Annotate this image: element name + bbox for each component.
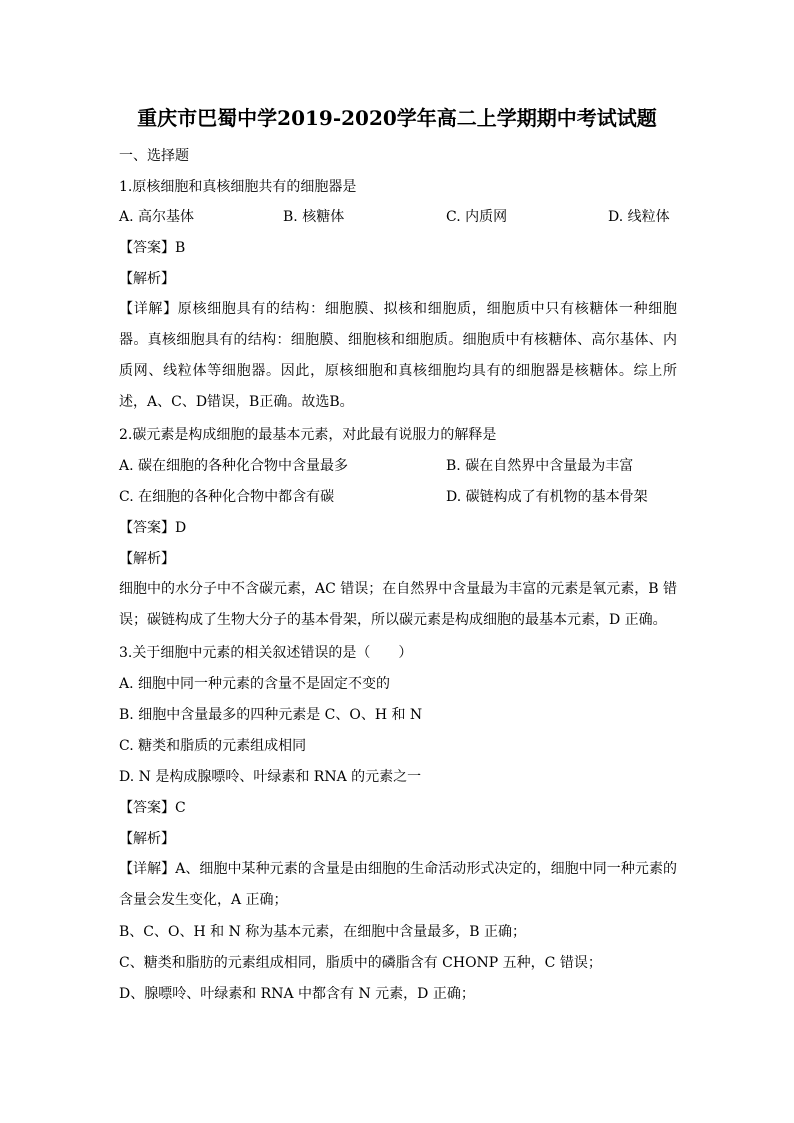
question-1-option-a: A. 高尔基体 — [119, 209, 195, 225]
question-3-analysis-line-4: D、腺嘌呤、叶绿素和 RNA 中都含有 N 元素，D 正确； — [119, 986, 475, 1002]
question-3-analysis-line-2: B、C、O、H 和 N 称为基本元素，在细胞中含量最多，B 正确； — [119, 924, 527, 940]
question-3-option-c: C. 糖类和脂质的元素组成相同 — [119, 738, 307, 754]
question-2-analysis: 细胞中的水分子中不含碳元素，AC 错误；在自然界中含量最为丰富的元素是氧元素，B 错误；碳链构成了生物大分子的基本骨架，所以碳元素是构成细胞的最基本元素，D 正确。 — [119, 581, 678, 628]
question-3-analysis-line-1: 【详解】A、细胞中某种元素的含量是由细胞的生命活动形式决定的，细胞中同一种元素的含量会发生变化，A 正确； — [119, 861, 677, 908]
question-3-analysis-line-3: C、糖类和脂肪的元素组成相同，脂质中的磷脂含有 CHONP 五种，C 错误； — [119, 955, 602, 971]
question-1-analysis-label: 【解析】 — [119, 271, 175, 287]
section-heading: 一、选择题 — [119, 148, 189, 164]
question-1-stem: 1.原核细胞和真核细胞共有的细胞器是 — [119, 179, 357, 195]
question-2-answer: 【答案】D — [119, 520, 187, 536]
question-1-option-c: C. 内质网 — [446, 209, 508, 225]
question-3-option-d: D. N 是构成腺嘌呤、叶绿素和 RNA 的元素之一 — [119, 769, 422, 785]
question-3-stem: 3.关于细胞中元素的相关叙述错误的是（ ） — [119, 645, 413, 661]
question-1-option-d: D. 线粒体 — [608, 209, 670, 225]
question-2-stem: 2.碳元素是构成细胞的最基本元素，对此最有说服力的解释是 — [119, 427, 497, 443]
question-2-option-b: B. 碳在自然界中含量最为丰富 — [446, 458, 634, 474]
question-3-analysis-label: 【解析】 — [119, 831, 175, 847]
question-2-option-a: A. 碳在细胞的各种化合物中含量最多 — [119, 458, 349, 474]
question-2-option-c: C. 在细胞的各种化合物中都含有碳 — [119, 489, 335, 505]
question-3-option-b: B. 细胞中含量最多的四种元素是 C、O、H 和 N — [119, 707, 423, 723]
question-1-analysis: 【详解】原核细胞具有的结构：细胞膜、拟核和细胞质，细胞质中只有核糖体一种细胞器。真核细胞具有的结构：细胞膜、细胞核和细胞质。细胞质中有核糖体、高尔基体、内质网、线粒体等细胞器。因此，原核细胞和真核细胞均具有的细胞器是核糖体。综上所述，A、C、D错误，B正确。故选B。 — [119, 301, 677, 410]
question-1-answer: 【答案】B — [119, 240, 186, 256]
question-2-option-d: D. 碳链构成了有机物的基本骨架 — [446, 489, 648, 505]
question-3-option-a: A. 细胞中同一种元素的含量不是固定不变的 — [119, 676, 391, 692]
page-title: 重庆市巴蜀中学2019-2020学年高二上学期期中考试试题 — [137, 106, 657, 130]
question-1-option-b: B. 核糖体 — [283, 209, 345, 225]
question-3-answer: 【答案】C — [119, 800, 186, 816]
question-2-analysis-label: 【解析】 — [119, 551, 175, 567]
